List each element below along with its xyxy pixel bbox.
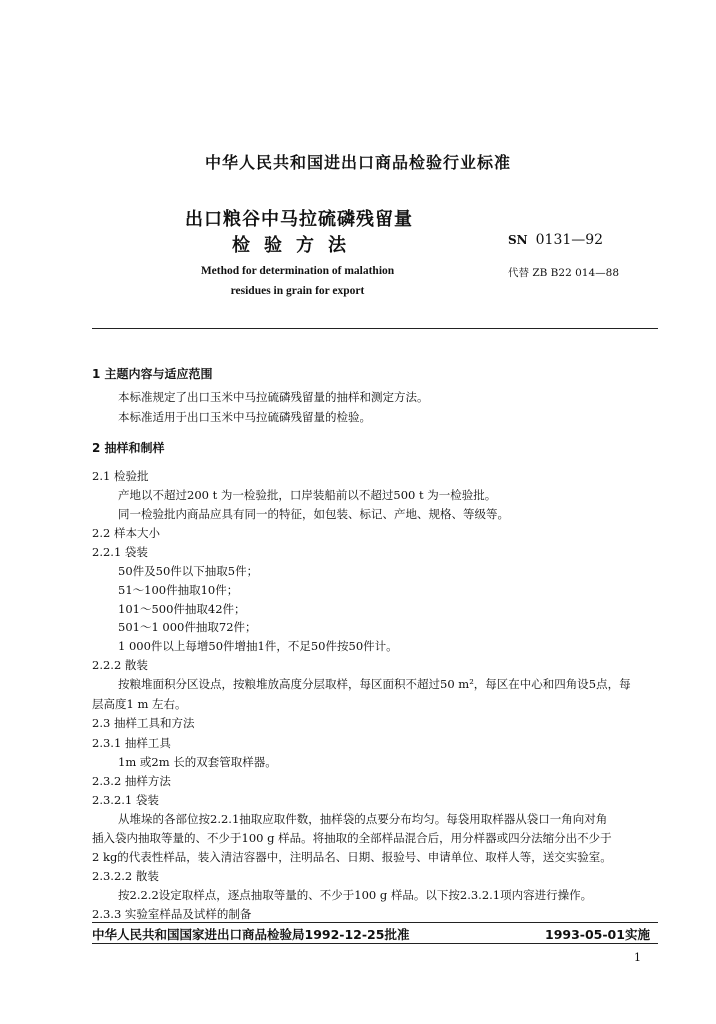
paragraph-line: 从堆垛的各部位按2.2.1抽取应取件数，抽样袋的点要分布均匀。每袋用取样器从袋口一角向对角 <box>118 812 608 826</box>
section-heading: 2 抽样和制样 <box>92 441 165 455</box>
paragraph-line: 本标准规定了出口玉米中马拉硫磷残留量的抽样和测定方法。 <box>118 390 429 404</box>
list-item: 51～100件抽取10件； <box>118 583 239 597</box>
clause-heading: 2.3.2.2 散装 <box>92 869 159 883</box>
clause-heading: 2.3.2.1 袋装 <box>92 793 159 807</box>
paragraph-line: 2 kg的代表性样品，装入清洁容器中，注明品名、日期、报验号、申请单位、取样人等，送交实验室。 <box>92 850 612 864</box>
paragraph-line: 产地以不超过200 t 为一检验批，口岸装船前以不超过500 t 为一检验批。 <box>118 488 497 502</box>
paragraph-line: 插入袋内抽取等量的、不少于100 g 样品。将抽取的全部样品混合后，用分样器或四分法缩分出不少于 <box>92 831 612 845</box>
clause-heading: 2.2.1 袋装 <box>92 545 148 559</box>
standard-number <box>508 232 603 248</box>
english-title-line1: Method for determination of malathion <box>200 265 395 277</box>
paragraph-line: 按2.2.2设定取样点，逐点抽取等量的、不少于100 g 样品。以下按2.3.2.1项内容进行操作。 <box>118 888 593 902</box>
clause-heading: 2.2.2 散装 <box>92 658 148 672</box>
footer-bottom-rule <box>92 943 658 944</box>
paragraph-line: 同一检验批内商品应具有同一的特征，如包装、标记、产地、规格、等级等。 <box>118 507 509 521</box>
paragraph-line: 1m 或2m 长的双套管取样器。 <box>118 755 277 769</box>
header-divider <box>92 328 658 329</box>
standard-prefix: SN <box>508 233 528 247</box>
clause-heading: 2.3.2 抽样方法 <box>92 774 171 788</box>
list-item: 50件及50件以下抽取5件； <box>118 564 259 578</box>
list-item: 501～1 000件抽取72件； <box>118 620 257 634</box>
document-title-line1: 出口粮谷中马拉硫磷残留量 <box>185 209 413 230</box>
issuing-agency: 中华人民共和国进出口商品检验行业标准 <box>204 153 511 172</box>
clause-heading: 2.3 抽样工具和方法 <box>92 716 195 730</box>
english-title-line2: residues in grain for export <box>230 285 365 297</box>
section-heading: 1 主题内容与适应范围 <box>92 367 213 381</box>
paragraph-line: 本标准适用于出口玉米中马拉硫磷残留量的检验。 <box>118 410 371 424</box>
paragraph-line: 层高度1 m 左右。 <box>92 697 187 711</box>
list-item: 1 000件以上每增50件增抽1件，不足50件按50件计。 <box>118 639 398 653</box>
approval-statement: 中华人民共和国国家进出口商品检验局1992-12-25批准 <box>92 927 410 942</box>
document-title-line2: 检验方法 <box>232 235 360 256</box>
footer-divider <box>92 922 658 923</box>
list-item: 101～500件抽取42件； <box>118 602 246 616</box>
replaces-standard: 代替 ZB B22 014—88 <box>508 267 620 279</box>
clause-heading: 2.3.1 抽样工具 <box>92 736 171 750</box>
paragraph-line: 按粮堆面积分区设点，按粮堆放高度分层取样，每区面积不超过50 m²，每区在中心和四角设5点，每 <box>118 677 631 691</box>
clause-heading: 2.1 检验批 <box>92 469 149 483</box>
clause-heading: 2.3.3 实验室样品及试样的制备 <box>92 907 252 921</box>
page-number: 1 <box>634 951 641 964</box>
standard-code: 0131—92 <box>535 232 604 248</box>
clause-heading: 2.2 样本大小 <box>92 526 160 540</box>
implementation-date: 1993-05-01实施 <box>545 927 650 942</box>
